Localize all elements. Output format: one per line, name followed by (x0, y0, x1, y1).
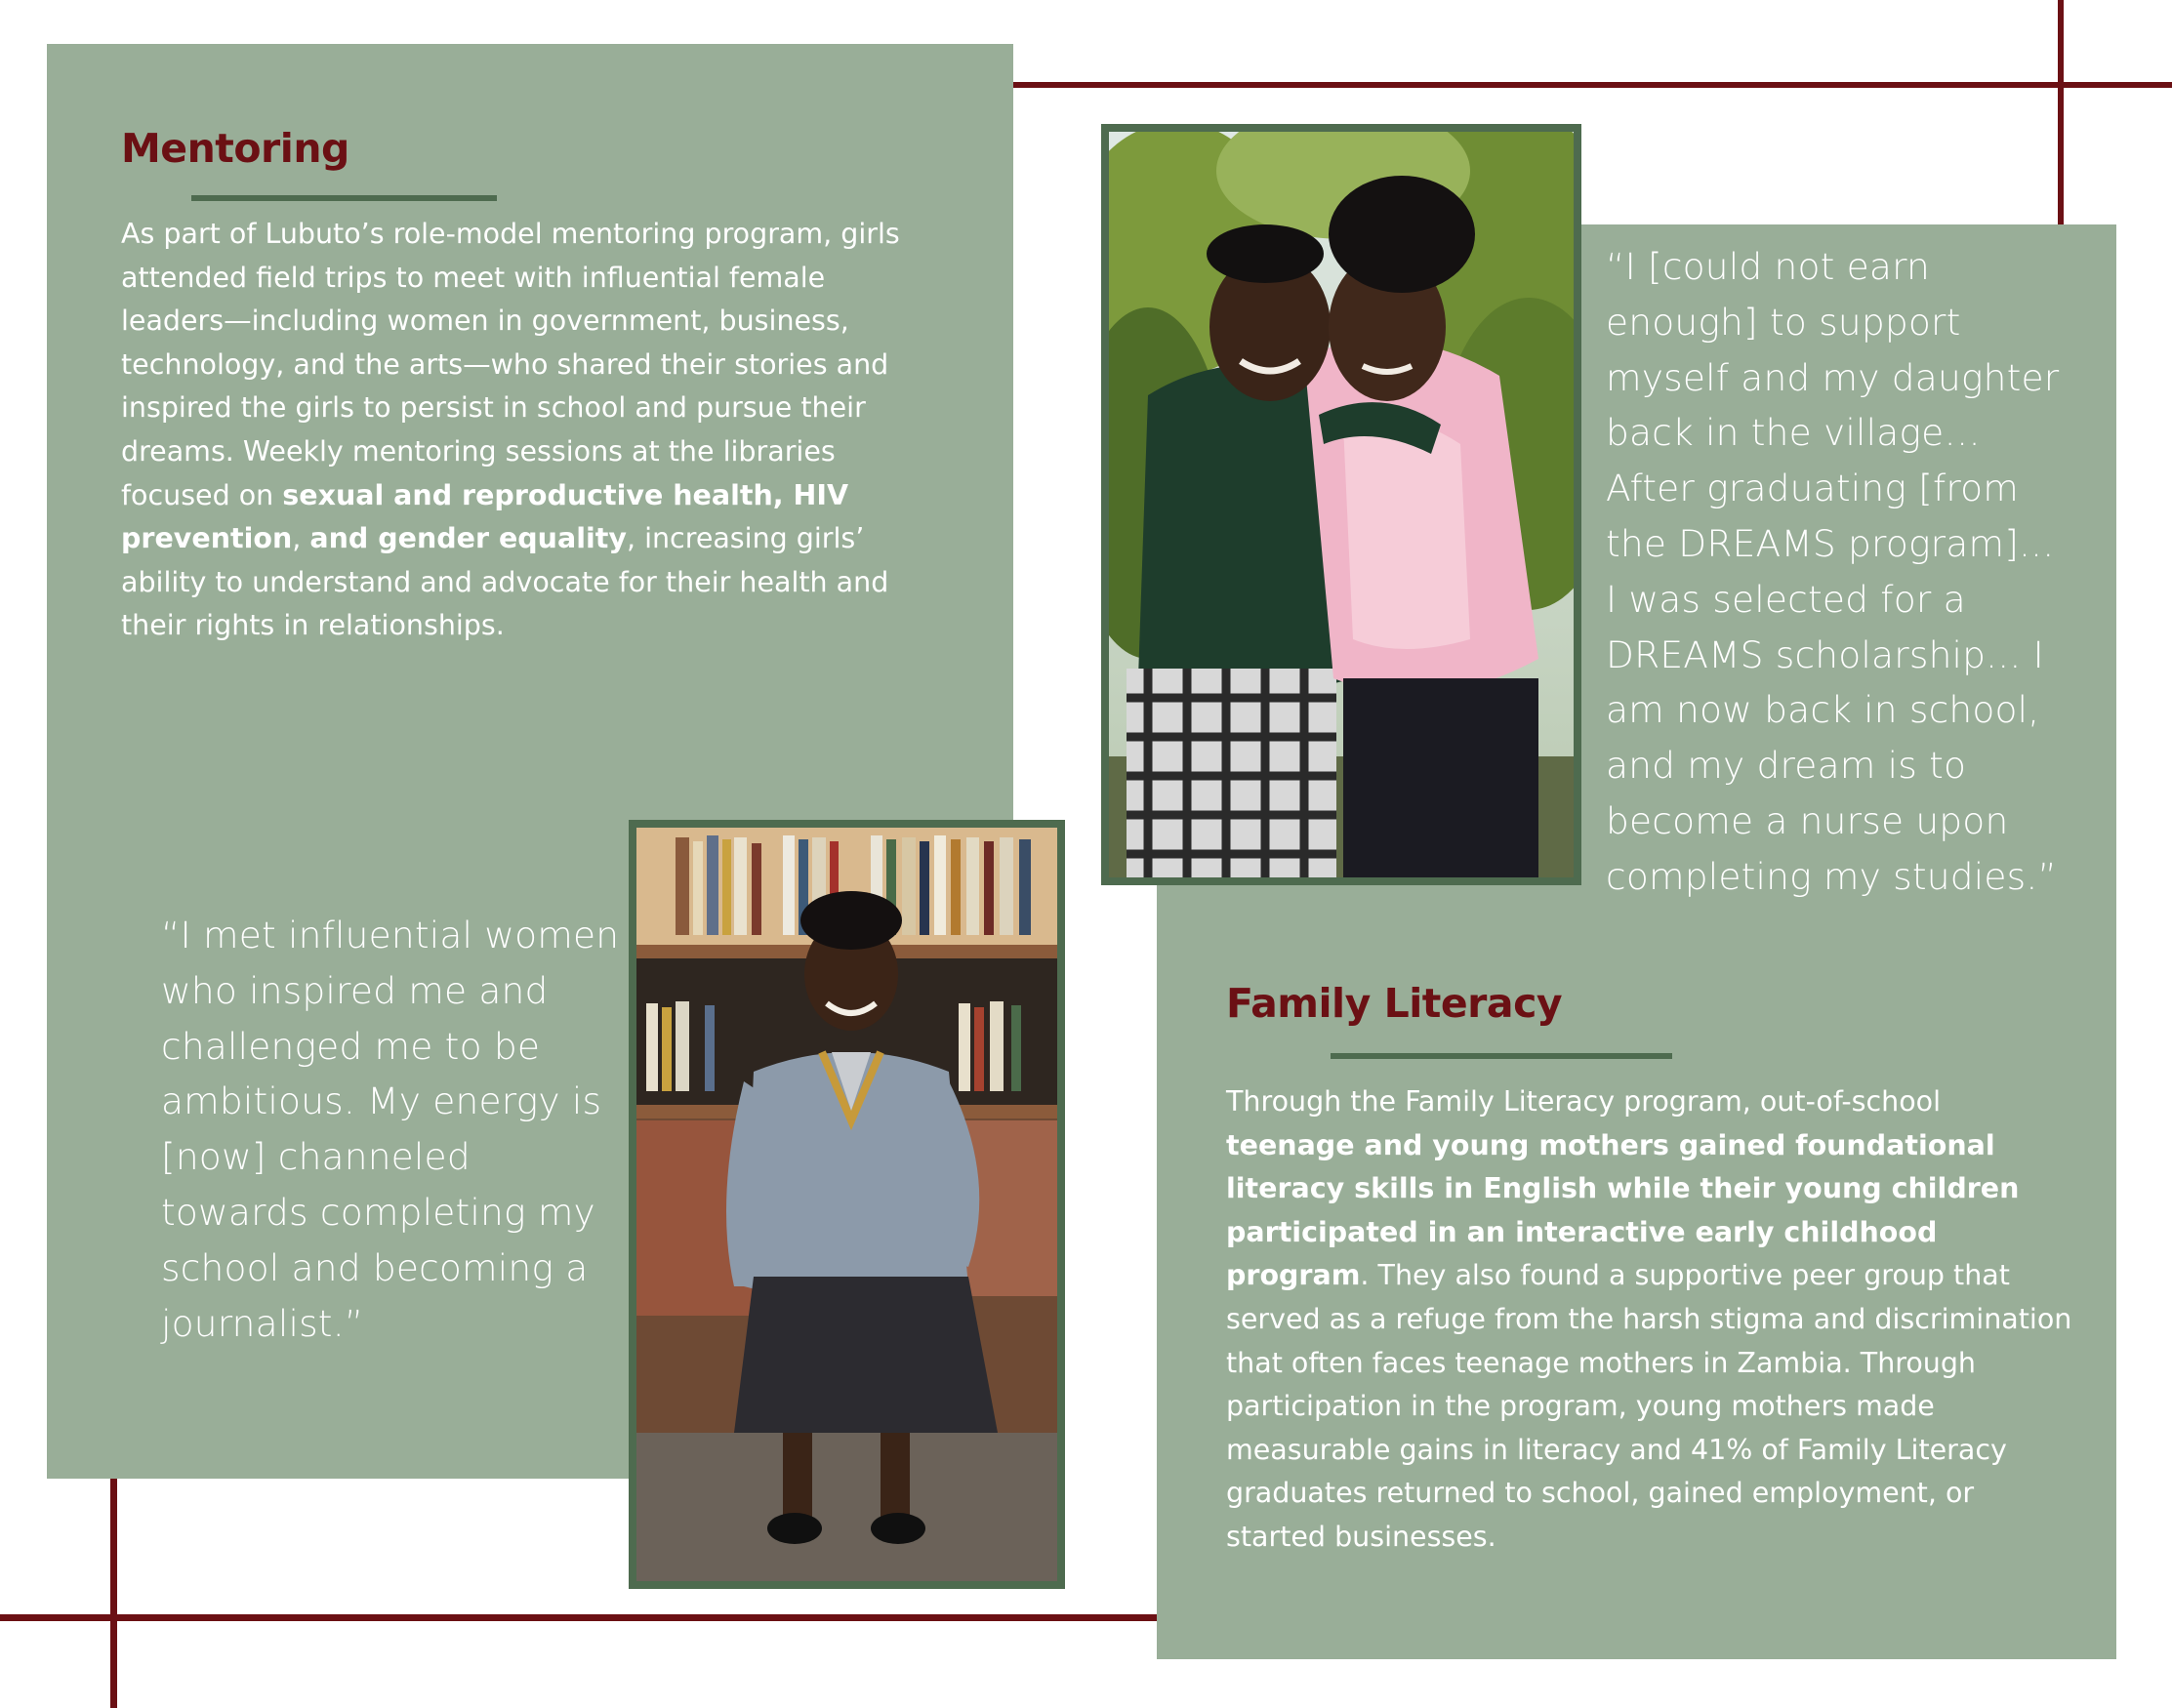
family-literacy-heading-underline (1331, 1053, 1672, 1059)
two-girls-hugging-image (1109, 132, 1574, 877)
mentoring-text-bold-1: sexual and reproductive health, HIV prevention (121, 478, 849, 555)
mentoring-heading: Mentoring (121, 125, 349, 172)
decorative-rule-top (1010, 82, 2172, 88)
family-literacy-text-1: Through the Family Literacy program, out-of-school (1226, 1085, 1941, 1118)
two-girls-hugging-photo (1101, 124, 1581, 885)
girl-in-library-image (636, 828, 1057, 1581)
decorative-rule-right-vertical (2058, 0, 2064, 226)
family-literacy-paragraph (1226, 1080, 2075, 1560)
mentoring-text-3: , increasing girls’ ability to understand and advocate for their health and their rights in relationships. (121, 522, 889, 642)
family-literacy-text-bold: teenage and young mothers gained foundational literacy skills in English while their young children participated in an interactive early childhood program (1226, 1128, 2020, 1292)
quote-left: “I met influential women who inspired me and challenged me to be ambitious. My energy is [now] channeled towards completing my school and becoming a journalist.” (161, 914, 620, 1345)
mentoring-paragraph (121, 213, 902, 648)
girl-in-library-photo (629, 820, 1065, 1589)
decorative-rule-left-vertical (110, 1474, 117, 1708)
mentoring-text-2: , (292, 522, 310, 555)
mentoring-heading-underline (191, 195, 497, 201)
quote-right: “I [could not earn enough] to support myself and my daughter back in the village… After graduating [from the DREAMS program]... I was selected for a DREAMS scholarship... I am now back in school, and my dream is to become a nurse upon completing my studies.” (1606, 245, 2060, 898)
mentoring-text-1: As part of Lubuto’s role-model mentoring program, girls attended field trips to meet with influential female leaders—including women in government, business, technology, and the arts—who shared their stories and inspired the girls to persist in school and pursue their dreams. Weekly mentoring sessions at the libraries focused on (121, 218, 900, 511)
family-literacy-text-2: . They also found a supportive peer group that served as a refuge from the harsh stigma and discrimination that often faces teenage mothers in Zambia. Through participation in the program, young mothers made measurable gains in literacy and 41% of Family Literacy graduates returned to school, gained employment, or started businesses. (1226, 1259, 2072, 1553)
decorative-rule-bottom (0, 1614, 1171, 1621)
mentoring-text-bold-2: and gender equality (309, 522, 627, 555)
family-literacy-heading: Family Literacy (1226, 980, 1563, 1027)
